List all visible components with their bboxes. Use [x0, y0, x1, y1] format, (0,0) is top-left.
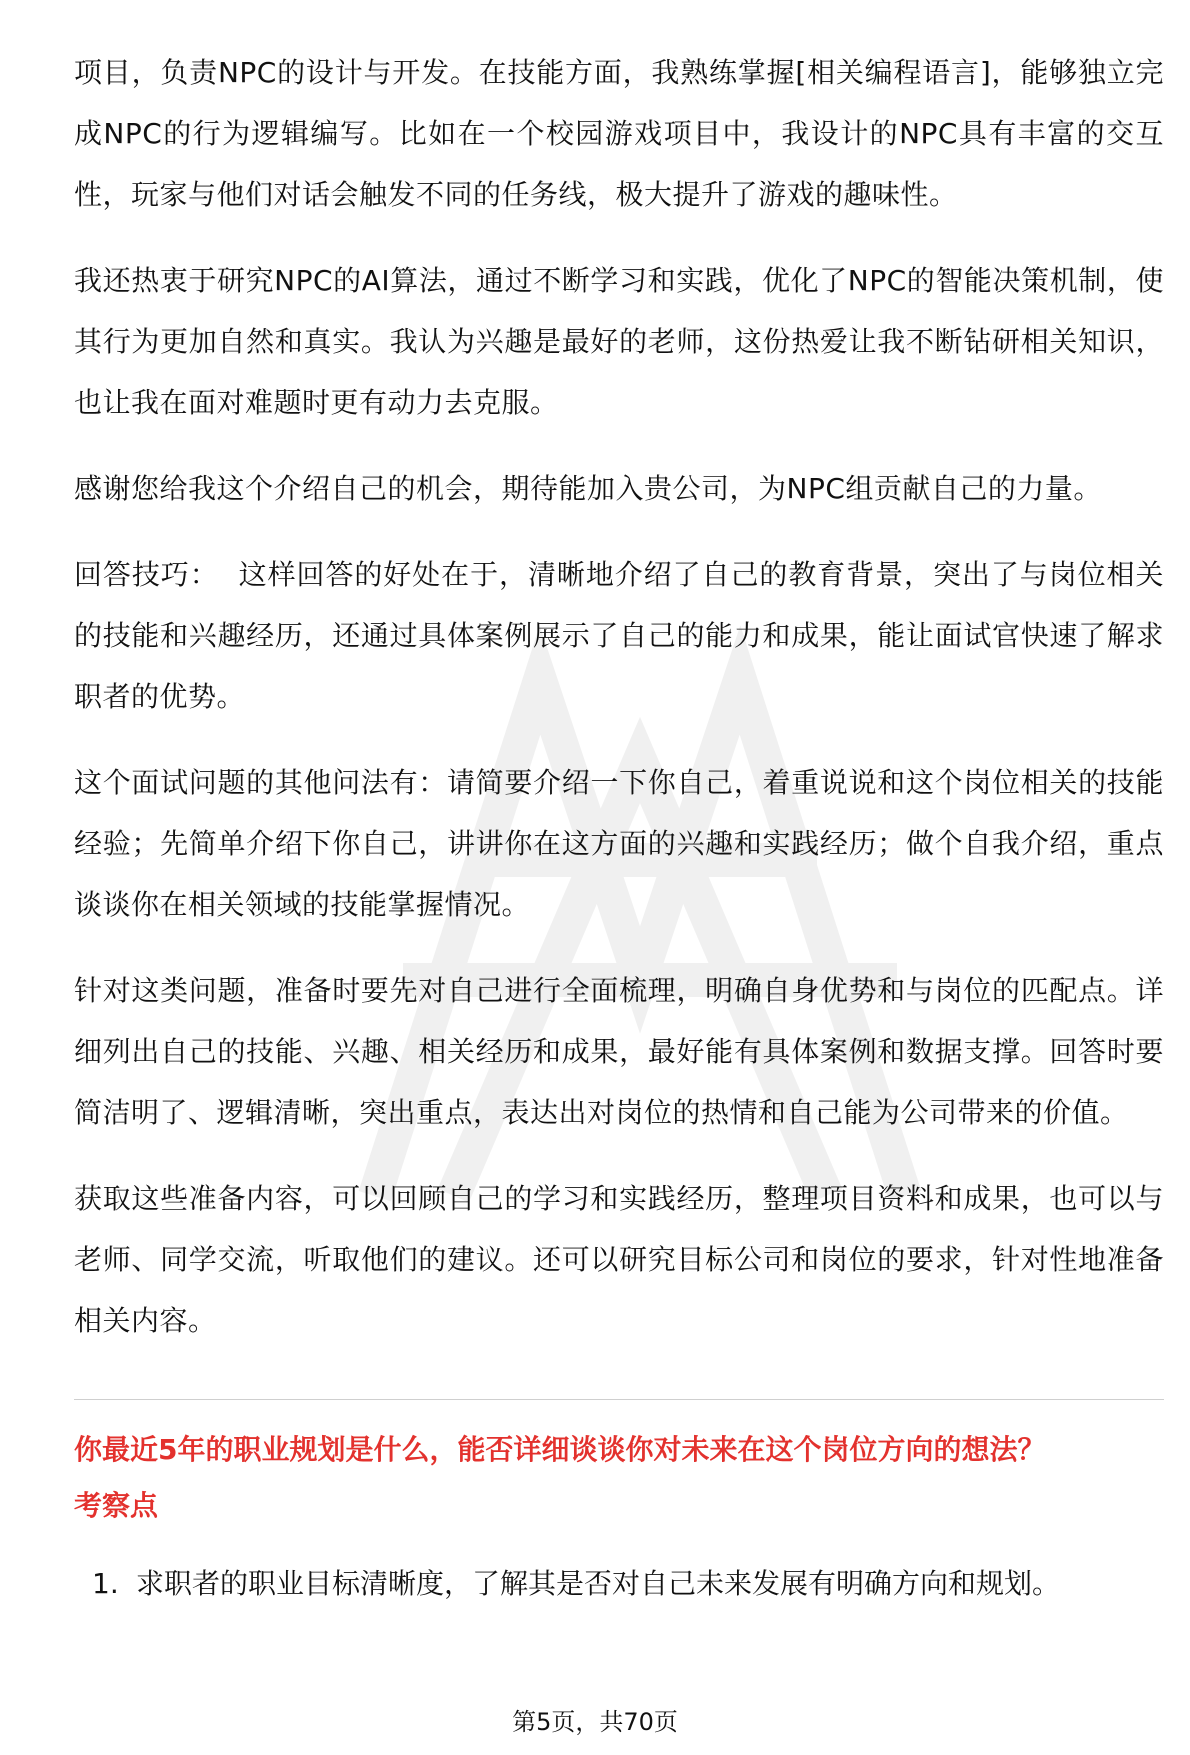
interview-question: 你最近5年的职业规划是什么，能否详细谈谈你对未来在这个岗位方向的想法？ — [74, 1433, 1046, 1466]
list-item-text: 求职者的职业目标清晰度，了解其是否对自己未来发展有明确方向和规划。 — [136, 1567, 1061, 1600]
page-number: 第5页，共70页 — [512, 1708, 678, 1736]
paragraph-3: 感谢您给我这个介绍自己的机会，期待能加入贵公司，为NPC组贡献自己的力量。 — [74, 472, 1102, 505]
answer-tip-text: 这样回答的好处在于，清晰地介绍了自己的教育背景，突出了与岗位相关的技能和兴趣经历，还通过具体案例展示了自己的能力和成果，能让面试官快速了解求职者的优势。 — [74, 558, 1164, 713]
list-item-number: 1. — [92, 1567, 119, 1600]
paragraph-2: 我还热衷于研究NPC的AI算法，通过不断学习和实践，优化了NPC的智能决策机制，使其行为更加自然和真实。我认为兴趣是最好的老师，这份热爱让我不断钻研相关知识，也让我在面对难题时更有动力去克服。 — [74, 264, 1164, 419]
answer-tip-label: 回答技巧： — [74, 558, 219, 591]
paragraph-alt-questions: 这个面试问题的其他问法有：请简要介绍一下你自己，着重说说和这个岗位相关的技能经验；先简单介绍下你自己，讲讲你在这方面的兴趣和实践经历；做个自我介绍，重点谈谈你在相关领域的技能掌握情况。 — [74, 766, 1164, 921]
answer-tip — [74, 544, 1164, 727]
document-body — [74, 42, 1164, 1606]
paragraph-preparation: 针对这类问题，准备时要先对自己进行全面梳理，明确自身优势和与岗位的匹配点。详细列出自己的技能、兴趣、相关经历和成果，最好能有具体案例和数据支撑。回答时要简洁明了、逻辑清晰，突出重点，表达出对岗位的热情和自己能为公司带来的价值。 — [74, 974, 1164, 1129]
assessment-points-heading: 考察点 — [74, 1489, 159, 1522]
list-item — [74, 1562, 1164, 1606]
paragraph-sources: 获取这些准备内容，可以回顾自己的学习和实践经历，整理项目资料和成果，也可以与老师、同学交流，听取他们的建议。还可以研究目标公司和岗位的要求，针对性地准备相关内容。 — [74, 1182, 1164, 1337]
section-divider — [74, 1399, 1164, 1400]
assessment-points-list — [74, 1562, 1164, 1606]
paragraph-1: 项目，负责NPC的设计与开发。在技能方面，我熟练掌握[相关编程语言]，能够独立完成NPC的行为逻辑编写。比如在一个校园游戏项目中，我设计的NPC具有丰富的交互性，玩家与他们对话会触发不同的任务线，极大提升了游戏的趣味性。 — [74, 56, 1164, 211]
